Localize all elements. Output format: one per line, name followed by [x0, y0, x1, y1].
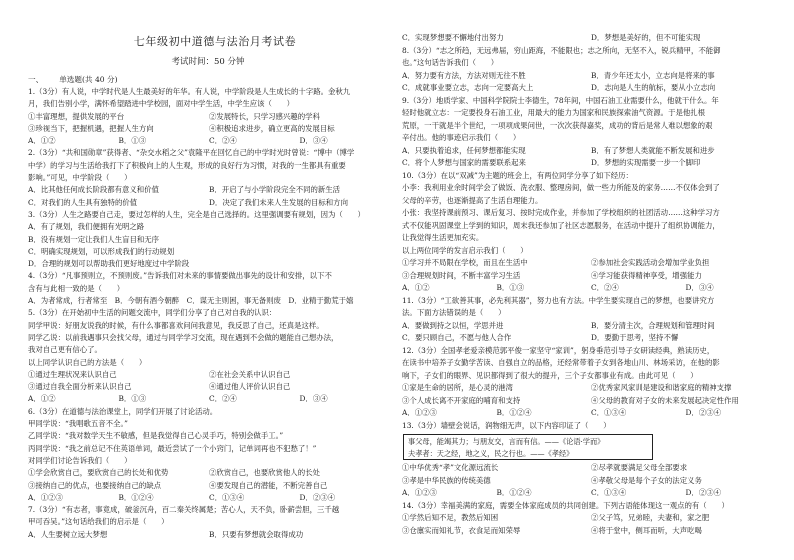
text-line: 7.（3分）“有志者，事竟成，破釜沉舟，百二秦关终属楚；苦心人，天不负，卧薪尝胆，三千越	[28, 505, 340, 515]
section-label: 单选题(共 40 分)	[59, 75, 118, 84]
text-line: 以上同学认识自己的方法是（ ）	[28, 357, 147, 367]
text-line: 8.（3分）“志之所趋，无远弗届，穷山距海，不能限也；志之所向，无坚不入，锐兵精甲，不能御	[402, 45, 721, 55]
option-cell: ③合理规划时间，不断丰富学习生活	[402, 270, 521, 280]
text-line: 3.（3分）人生之路要自己走，要过怎样的人生，完全是自己选择的。这里强调要有规划，因为（ ）	[28, 209, 365, 219]
text-line: 法。下面方法错误的是（ ）	[402, 308, 506, 317]
text-line: 影响。”可见，中学阶段（ ）	[28, 173, 132, 183]
text-line: 让我觉得生活更加充实。	[402, 233, 484, 242]
option-cell: C．①③④	[209, 492, 245, 502]
text-line: 月，我们告别小学，满怀希望踏进中学校园，面对中学生活，中学生应该（ ）	[28, 99, 295, 109]
quote-line: 事父母，能竭其力；与朋友交，言而有信。——《论语·学而》	[408, 437, 605, 446]
text-line: 1.（3分）有人说，中学时代是人生最美好的年华。有人说，中学阶段是人生成长的十字路。金秋九	[28, 87, 351, 96]
text-line: A．为者常成，行者常至 B．今朝有酒今朝醉 C．谋无主则困，事无备则废 D．业精于勤荒于嬉	[28, 296, 354, 306]
option-cell: A．只要执着追求，任何梦想都能实现	[402, 145, 526, 155]
text-line: 含有与此相一致的是（ ）	[28, 283, 125, 293]
text-line: 小张：我坚持课前预习、课后复习、按时完成作业，并参加了学校组织的社团活动……这种学习方	[402, 208, 720, 217]
text-line: 轻时他就立志：一定要投身石油工业，用最大的能力为国家和民族探索油气资源。于是他扎根	[402, 108, 706, 117]
option-cell: ②发展特长，只学习感兴趣的学科	[209, 111, 320, 121]
option-cell: C．②④	[209, 394, 237, 404]
option-cell: B．要分清主次，合理规划和管理时间	[591, 320, 715, 330]
options-row	[28, 529, 390, 541]
option-cell: A．①②	[28, 136, 56, 146]
option-cell: ④父母的教育对子女的未来发展起决定性作用	[591, 395, 739, 405]
options-row	[402, 332, 780, 345]
option-cell: A．①②	[28, 394, 56, 404]
option-cell: ②父子笃，兄弟睦，夫妻和，家之肥	[591, 513, 710, 522]
options-row	[402, 82, 780, 95]
options-row	[402, 270, 780, 283]
options-row	[402, 525, 780, 538]
option-cell: B．①②④	[118, 492, 154, 502]
text-line: 对同学们讨论告诉我们（ ）	[28, 455, 132, 465]
text-line: 甲可吞吴。”这句话给我们的启示是（ ）	[28, 517, 169, 527]
text-line: B．没有规划一定让我们人生盲目和无序	[28, 234, 160, 244]
options-row	[402, 475, 780, 488]
option-cell: B．①②④	[496, 488, 532, 497]
option-cell: ①家是生命的居所，是心灵的港湾	[402, 383, 513, 392]
options-row	[28, 197, 390, 209]
section-heading	[28, 74, 118, 85]
options-row	[402, 32, 780, 45]
option-cell: ①通过生理状况来认识自己	[28, 369, 117, 379]
text-line: 小李：我利用业余时间学会了做饭、洗衣服、整理房间，做一些力所能及的家务……不仅体会到了	[402, 183, 720, 192]
options-row	[28, 123, 390, 135]
option-cell: A．①②③	[402, 408, 437, 417]
options-row	[28, 381, 390, 393]
option-cell: ②尽孝就要满足父母全部要求	[591, 463, 688, 472]
text-line: 也。”这句话告诉我们（ ）	[402, 58, 499, 67]
section-number: 一、	[28, 75, 44, 84]
text-line: 辛付出。他的事迹启示我们（ ）	[402, 133, 521, 142]
text-line: 丙同学说：“我之前总记不住英语单词，最近尝试了一个小窍门，记单词再也不犯愁了！”	[28, 443, 317, 453]
option-cell: A．①②③	[28, 492, 63, 502]
option-cell: D．志向是人生的航标，要从小立志向	[591, 83, 716, 92]
option-cell: B．只要有梦想就会取得成功	[209, 529, 304, 539]
options-row	[402, 157, 780, 170]
text-line: 中学）的学习与生活给我打下了积极向上的人生观，形成的良好行为习惯，对我的一生都具有重要	[28, 160, 346, 170]
option-cell: B．青少年还太小，立志向是将来的事	[591, 70, 715, 80]
option-cell: ①学会欣赏自己，要欣赏自己的长处和优势	[28, 468, 169, 478]
text-line: 响下，子女们的眼界、见识都得到了很大的提升，三个子女都事业有成。由此可见（ ）	[402, 370, 698, 380]
option-cell: C．实现梦想要不懈地付出努力	[402, 33, 504, 42]
option-cell: ④积极追求进步，确立更高的发展目标	[209, 123, 335, 133]
text-line: 12.（3分）全国孝老爱亲模范郭平俊一家坚守“家训”，躬身垂范引导子女研读经典，熟读历史，	[402, 345, 715, 355]
option-cell: B．有了梦想人类就能不断发展和进步	[591, 145, 715, 155]
option-cell: ④孝敬父母是每个子女的法定义务	[591, 475, 702, 485]
options-row	[402, 320, 780, 333]
exam-time: 考试时间：50 分钟	[171, 57, 245, 67]
options-row	[402, 70, 780, 83]
option-cell: C．②④	[591, 283, 619, 292]
options-row	[402, 512, 780, 525]
option-cell: ①学然后知不足，教然后知困	[402, 513, 499, 522]
option-cell: D．梦想是美好的，但不可能实现	[591, 33, 701, 42]
option-cell: C．将个人梦想与国家的需要联系起来	[402, 158, 526, 167]
option-cell: D．②③④	[685, 488, 721, 497]
text-line: 父母的辛劳，也逐渐提高了生活自理能力。	[402, 195, 543, 205]
text-line: 同学乙说：以前我遇事只会找父母，通过与同学学习交流，现在遇到不会做的题能自己想办法，	[28, 332, 339, 342]
text-line: 9.（3分）地质学家、中国科学院院士李德生，78年间，中国石油工业需要什么，他就干什么。年	[402, 95, 719, 105]
option-cell: ②优秀家风家训是建设和谐家庭的精神支撑	[591, 383, 732, 392]
option-cell: A．①②	[402, 283, 430, 292]
option-cell: D．③④	[299, 394, 328, 404]
option-cell: ③个人成长离不开家庭的哺育和支持	[402, 395, 521, 405]
option-cell: ④将于堂中，侧耳而听，大声吃喝	[591, 525, 702, 535]
text-line: 4.（3分）“凡事预则立，不预则废。”告诉我们对未来的事情要做出事先的设计和安排，以下不	[28, 271, 332, 281]
text-line: 我对自己更有信心了。	[28, 345, 102, 355]
quote-box	[403, 434, 653, 460]
options-row	[28, 184, 390, 196]
option-cell: ④学习能获得精神享受，增强能力	[591, 270, 702, 280]
options-row	[28, 135, 390, 147]
text-line: 14.（3分）幸福美满的家庭，需要全体家庭成员的共同创建。下列古语能体现这一观点的有（ ）	[402, 500, 729, 510]
option-cell: ①学习并不局限在学校，而且在生活中	[402, 258, 528, 267]
text-line: 6.（3分）在道德与法治课堂上，同学们开展了讨论活动。	[28, 406, 218, 416]
options-row	[28, 467, 390, 479]
option-cell: ③接纳自己的优点，也要接纳自己的缺点	[28, 480, 162, 490]
option-cell: A．努力要有方法，方法对则无往不胜	[402, 70, 526, 80]
option-cell: ④要发现自己的潜能，不断完善自己	[209, 480, 328, 490]
option-cell: ③孝是中华民族的传统美德	[402, 475, 491, 485]
option-cell: ①中华优秀“孝”文化源远流长	[402, 463, 499, 472]
option-cell: C．要只顾自己，不愿与他人合作	[402, 333, 512, 342]
option-cell: B．①②④	[496, 408, 532, 417]
options-row	[402, 462, 780, 475]
option-cell: B．开启了与小学阶段完全不同的新生活	[209, 185, 341, 195]
options-row	[402, 395, 780, 408]
options-row	[402, 145, 780, 158]
option-cell: C．②④	[209, 136, 237, 146]
text-line: 荒原，一干就是半个世纪，一项项成果问世，一次次获得嘉奖，成功的背后是常人难以想象的艰	[402, 120, 713, 130]
option-cell: A．①②③	[402, 488, 437, 497]
option-cell: C．对我们的人生具有独特的价值	[28, 197, 138, 207]
options-row	[402, 257, 780, 270]
text-line: 2.（3分）“共和国勋章”获得者、“杂交水稻之父”袁隆平在回忆自己的中学时光时曾说：“博中（博学	[28, 148, 355, 158]
option-cell: ②参加社会实践活动会增加学业负担	[591, 258, 710, 267]
text-line: 11.（3分）“工欲善其事，必先利其器”，努力也有方法。中学生要实现自己的梦想，也要讲究方	[402, 295, 715, 305]
text-line: 在读书中培养子女勤学苦读、自强自立的品格，还经常带着子女到各地山川、林场采访，在他的影	[402, 358, 720, 367]
options-row	[402, 487, 780, 500]
option-cell: ④通过他人评价认识自己	[209, 382, 291, 392]
option-cell: D．③④	[685, 283, 714, 292]
option-cell: B．①③	[118, 136, 147, 146]
option-cell: D．要勤于思考，坚持不懈	[591, 333, 679, 342]
text-line: 13.（3分）墙壁会说话，润物细无声，以下内容印证了（ ）	[402, 420, 611, 430]
text-line: C．明确实现规划，可以形成我们的行动规划	[28, 246, 175, 256]
option-cell: ③仓廪实而知礼节，衣食足而知荣辱	[402, 525, 521, 535]
option-cell: D．决定了我们未来人生发展的目标和方向	[209, 197, 348, 207]
options-row	[28, 480, 390, 492]
option-cell: B．①③	[118, 394, 147, 404]
option-cell: A．要做到持之以恒，学思并进	[402, 320, 504, 330]
option-cell: C．成就事业要立志，志向一定要高大上	[402, 83, 534, 92]
option-cell: D．梦想的实现需要一步一个脚印	[591, 158, 701, 167]
options-row	[28, 111, 390, 123]
option-cell: A．人生要树立远大梦想	[28, 529, 108, 539]
quote-line: 夫孝者：天之经，地之义，民之行也。——《孝经》	[408, 448, 574, 458]
text-line: 5.（3分）在开始初中生活的问题交流中，同学们分享了自己对自我的认识：	[28, 308, 277, 318]
option-cell: C．①③④	[591, 488, 627, 497]
text-line: 10.（3分）在以“双减”为主题的班会上，有两位同学分享了如下经历：	[402, 170, 633, 180]
option-cell: B．①③	[496, 283, 525, 292]
option-cell: C．①③④	[591, 408, 627, 417]
option-cell: D．③④	[299, 136, 328, 146]
option-cell: A．比其他任何成长阶段都有意义和价值	[28, 185, 159, 195]
left-column	[28, 86, 390, 554]
text-line: 甲同学说：“我唱歌五音不全。”	[28, 419, 128, 429]
option-cell: ③珍视当下，把握机遇，把握人生方向	[28, 123, 154, 133]
right-column	[402, 32, 780, 556]
option-cell: ③通过自我全面分析来认识自己	[28, 382, 132, 392]
option-cell: D．②③④	[685, 408, 721, 417]
text-line: 式不仅能巩固课堂上学到的知识，周末我还参加了社区志愿服务，在活动中提升了组织协调能力，	[402, 220, 720, 230]
text-line: A．有了规划，我们便拥有光明之路	[28, 222, 145, 232]
options-row	[28, 393, 390, 405]
text-line: D．合理的规划可以帮助我们更好地度过中学阶段	[28, 259, 190, 269]
text-line: 同学甲说：好朋友说我的时候，有什么事都喜欢问问我意见，我反思了自己，还真是这样。	[28, 320, 324, 330]
options-row	[402, 382, 780, 395]
option-cell: ②欣赏自己，也要欣赏他人的长处	[209, 468, 320, 478]
option-cell: ①丰富理想，提供发展的平台	[28, 111, 125, 121]
options-row	[402, 282, 780, 295]
exam-title: 七年级初中道德与法治月考试卷	[133, 35, 297, 48]
options-row	[28, 369, 390, 381]
option-cell: ②在社会关系中认识自己	[209, 369, 291, 379]
text-line: 乙同学说：“我对数学天生不敏感，但是我觉得自己心灵手巧，特别会做手工。”	[28, 431, 284, 441]
text-line: 以上两位同学的发言启示我们（ ）	[402, 245, 528, 255]
options-row	[28, 492, 390, 504]
options-row	[402, 407, 780, 420]
option-cell: D．②③④	[299, 492, 335, 502]
